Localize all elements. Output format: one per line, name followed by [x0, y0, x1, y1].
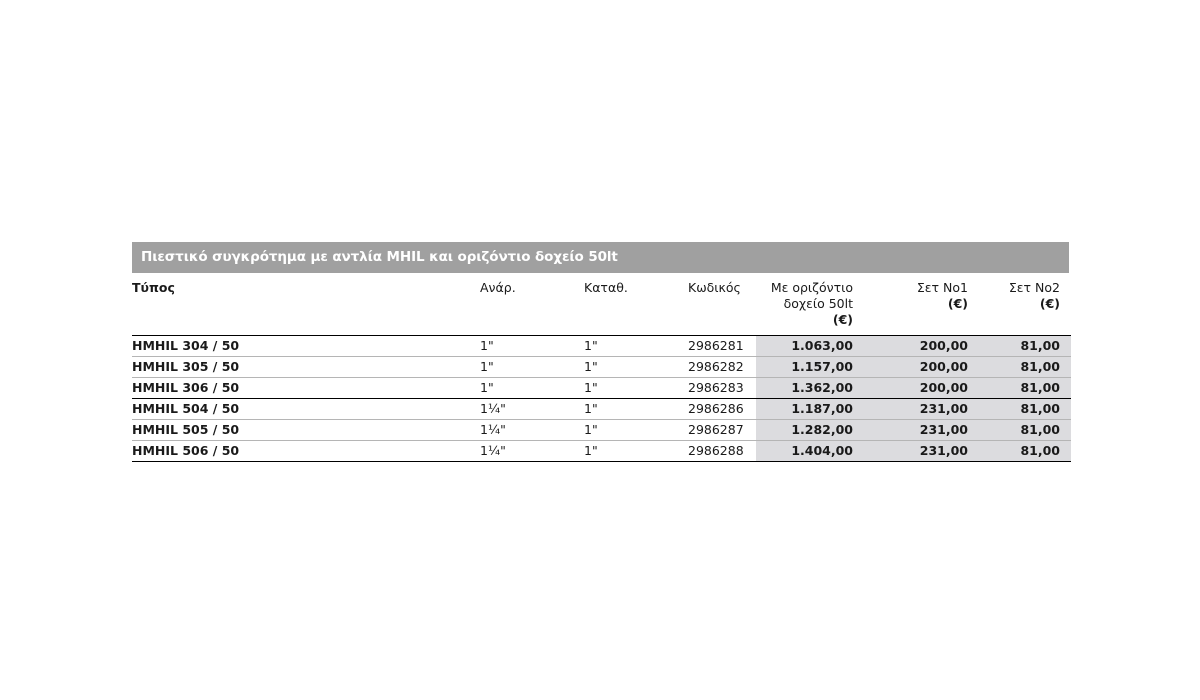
cell-price: 1.187,00 — [756, 399, 862, 420]
cell-set2: 81,00 — [977, 420, 1071, 441]
cell-connection: 1¼" — [480, 441, 584, 462]
cell-type: HMHIL 506 / 50 — [132, 441, 480, 462]
cell-code: 2986287 — [688, 420, 756, 441]
header-set1-currency: (€) — [947, 296, 968, 311]
header-discharge: Καταθ. — [584, 273, 688, 336]
table-row — [132, 399, 1071, 420]
cell-code: 2986281 — [688, 336, 756, 357]
cell-price: 1.063,00 — [756, 336, 862, 357]
table-row — [132, 357, 1071, 378]
cell-set1: 231,00 — [862, 441, 977, 462]
cell-code: 2986286 — [688, 399, 756, 420]
cell-set1: 200,00 — [862, 357, 977, 378]
cell-price: 1.404,00 — [756, 441, 862, 462]
cell-discharge: 1" — [584, 399, 688, 420]
cell-type: HMHIL 306 / 50 — [132, 378, 480, 399]
cell-connection: 1¼" — [480, 420, 584, 441]
cell-set2: 81,00 — [977, 399, 1071, 420]
cell-code: 2986283 — [688, 378, 756, 399]
header-price-line2: δοχείο 50lt — [783, 296, 853, 311]
cell-discharge: 1" — [584, 441, 688, 462]
cell-set1: 200,00 — [862, 378, 977, 399]
cell-set2: 81,00 — [977, 441, 1071, 462]
cell-discharge: 1" — [584, 420, 688, 441]
header-code: Κωδικός — [688, 273, 756, 336]
table-row — [132, 378, 1071, 399]
header-set1 — [862, 273, 977, 336]
header-set2-label: Σετ Νο2 — [1008, 280, 1060, 295]
cell-connection: 1" — [480, 357, 584, 378]
cell-set1: 231,00 — [862, 420, 977, 441]
cell-code: 2986288 — [688, 441, 756, 462]
cell-type: HMHIL 305 / 50 — [132, 357, 480, 378]
cell-set2: 81,00 — [977, 357, 1071, 378]
table-title: Πιεστικό συγκρότημα με αντλία MHIL και οριζόντιο δοχείο 50lt — [132, 242, 1069, 273]
table-row — [132, 420, 1071, 441]
cell-discharge: 1" — [584, 378, 688, 399]
cell-set2: 81,00 — [977, 336, 1071, 357]
cell-set2: 81,00 — [977, 378, 1071, 399]
price-table — [132, 273, 1071, 462]
cell-price: 1.157,00 — [756, 357, 862, 378]
cell-price: 1.362,00 — [756, 378, 862, 399]
table-row — [132, 336, 1071, 357]
header-type: Τύπος — [132, 273, 480, 336]
cell-discharge: 1" — [584, 336, 688, 357]
cell-type: HMHIL 304 / 50 — [132, 336, 480, 357]
cell-type: HMHIL 504 / 50 — [132, 399, 480, 420]
cell-price: 1.282,00 — [756, 420, 862, 441]
cell-set1: 200,00 — [862, 336, 977, 357]
header-set2-currency: (€) — [1039, 296, 1060, 311]
cell-set1: 231,00 — [862, 399, 977, 420]
cell-code: 2986282 — [688, 357, 756, 378]
cell-connection: 1¼" — [480, 399, 584, 420]
cell-discharge: 1" — [584, 357, 688, 378]
cell-connection: 1" — [480, 378, 584, 399]
header-set2 — [977, 273, 1071, 336]
header-set1-label: Σετ Νο1 — [916, 280, 968, 295]
header-price — [756, 273, 862, 336]
header-connection: Ανάρ. — [480, 273, 584, 336]
table-row — [132, 441, 1071, 462]
header-price-line1: Με οριζόντιο — [770, 280, 853, 295]
cell-type: HMHIL 505 / 50 — [132, 420, 480, 441]
header-price-currency: (€) — [832, 312, 853, 327]
table-header-row — [132, 273, 1071, 336]
price-table-section — [132, 242, 1069, 462]
cell-connection: 1" — [480, 336, 584, 357]
